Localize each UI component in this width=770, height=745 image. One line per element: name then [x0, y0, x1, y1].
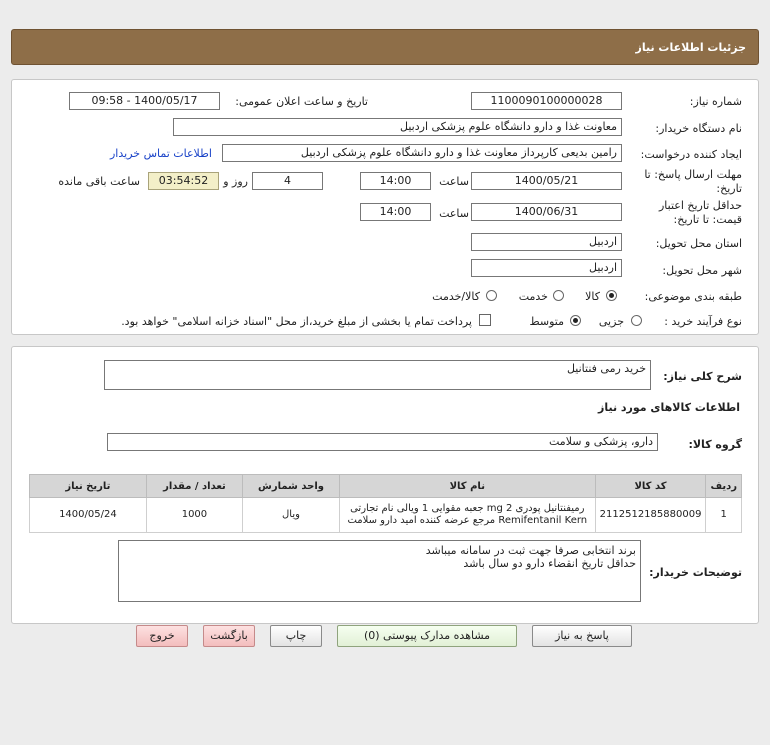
buyer-notes-line1: برند انتخابی صرفا جهت ثبت در سامانه میباشد	[425, 544, 636, 557]
validity-time-label: ساعت	[439, 207, 469, 220]
buyer-org-label: نام دستگاه خریدار:	[655, 122, 742, 135]
process-radio-minor[interactable]	[631, 315, 642, 326]
reply-button[interactable]: پاسخ به نیاز	[532, 625, 632, 647]
process-label: نوع فرآیند خرید :	[664, 315, 742, 328]
table-row[interactable]	[30, 498, 742, 533]
announce-label: تاریخ و ساعت اعلان عمومی:	[235, 95, 368, 108]
buyer-notes-label: توضیحات خریدار:	[649, 566, 742, 579]
treasury-payment-note: پرداخت تمام یا بخشی از مبلغ خرید،از محل "اسناد خزانه اسلامی" خواهد بود.	[121, 315, 472, 328]
deadline-time-label: ساعت	[439, 175, 469, 188]
print-button[interactable]: چاپ	[270, 625, 322, 647]
category-radio-goods-service[interactable]	[486, 290, 497, 301]
city-field: اردبیل	[471, 259, 622, 277]
creator-label: ایجاد کننده درخواست:	[640, 148, 742, 161]
validity-time-field: 14:00	[360, 203, 431, 221]
general-desc-label: شرح کلی نیاز:	[663, 370, 742, 383]
creator-field: رامین بدیعی کارپرداز معاونت غذا و دارو دانشگاه علوم پزشکی اردبیل	[222, 144, 622, 162]
category-label: طبقه بندی موضوعی:	[644, 290, 742, 303]
cell-date: 1400/05/24	[30, 498, 147, 533]
cell-code: 2112512185880009	[595, 498, 706, 533]
buyer-notes-line2: حداقل تاریخ انقضاء دارو دو سال باشد	[463, 557, 636, 570]
page-header	[11, 29, 759, 65]
category-radio-goods[interactable]	[606, 290, 617, 301]
validity-date-field: 1400/06/31	[471, 203, 622, 221]
need-number-field: 1100090100000028	[471, 92, 622, 110]
deadline-date-field: 1400/05/21	[471, 172, 622, 190]
cell-row: 1	[706, 498, 742, 533]
cell-name	[339, 498, 595, 533]
back-button[interactable]: بازگشت	[203, 625, 255, 647]
col-row-header: ردیف	[706, 475, 742, 498]
remaining-label: ساعت باقی مانده	[58, 175, 140, 188]
buyer-contact-link[interactable]: اطلاعات تماس خریدار	[110, 147, 212, 160]
cell-name-line2: Remifentanil Kern مرجع عرضه کننده امید دارو سلامت	[347, 515, 588, 526]
validity-label-line2: قیمت: تا تاریخ:	[673, 213, 742, 226]
treasury-payment-checkbox[interactable]	[479, 314, 491, 326]
days-field: 4	[252, 172, 323, 190]
cell-name-line1: رمیفنتانیل پودری mg 2 جعبه مقوایی 1 ویالی نام تجارتی	[350, 503, 585, 514]
col-name-header: نام کالا	[339, 475, 595, 498]
general-desc-field: خرید رمی فنتانیل	[104, 360, 651, 390]
items-info-title: اطلاعات کالاهای مورد نیاز	[598, 401, 740, 414]
attachments-button[interactable]: مشاهده مدارک پیوستی (0)	[337, 625, 517, 647]
category-option-goods: کالا	[585, 290, 600, 303]
remaining-time-field: 03:54:52	[148, 172, 219, 190]
exit-button[interactable]: خروج	[136, 625, 188, 647]
buyer-notes-box	[118, 540, 641, 602]
announce-field: 1400/05/17 - 09:58	[69, 92, 220, 110]
col-date-header: تاریخ نیاز	[30, 475, 147, 498]
deadline-label-line1: مهلت ارسال پاسخ: تا	[644, 168, 742, 181]
deadline-label-line2: تاریخ:	[716, 182, 742, 195]
goods-group-label: گروه کالا:	[688, 438, 742, 451]
col-code-header: کد کالا	[595, 475, 706, 498]
col-qty-header: تعداد / مقدار	[146, 475, 242, 498]
province-field: اردبیل	[471, 233, 622, 251]
need-number-label: شماره نیاز:	[689, 95, 742, 108]
days-label: روز و	[223, 175, 248, 188]
process-option-medium: متوسط	[529, 315, 564, 328]
cell-unit: ویال	[243, 498, 340, 533]
province-label: استان محل تحویل:	[655, 237, 742, 250]
category-option-goods-service: کالا/خدمت	[432, 290, 480, 303]
goods-group-field: دارو، پزشکی و سلامت	[107, 433, 658, 451]
page-title: جزئیات اطلاعات نیاز	[635, 41, 746, 54]
category-option-service: خدمت	[518, 290, 548, 303]
process-option-minor: جزیی	[598, 315, 624, 328]
buyer-org-field: معاونت غذا و دارو دانشگاه علوم پزشکی اردبیل	[173, 118, 622, 136]
col-unit-header: واحد شمارش	[243, 475, 340, 498]
table-header-row	[30, 475, 742, 498]
city-label: شهر محل تحویل:	[662, 264, 742, 277]
process-radio-medium[interactable]	[570, 315, 581, 326]
validity-label-line1: حداقل تاریخ اعتبار	[658, 199, 742, 212]
category-radio-service[interactable]	[553, 290, 564, 301]
deadline-time-field: 14:00	[360, 172, 431, 190]
items-table	[29, 474, 742, 533]
cell-qty: 1000	[146, 498, 242, 533]
